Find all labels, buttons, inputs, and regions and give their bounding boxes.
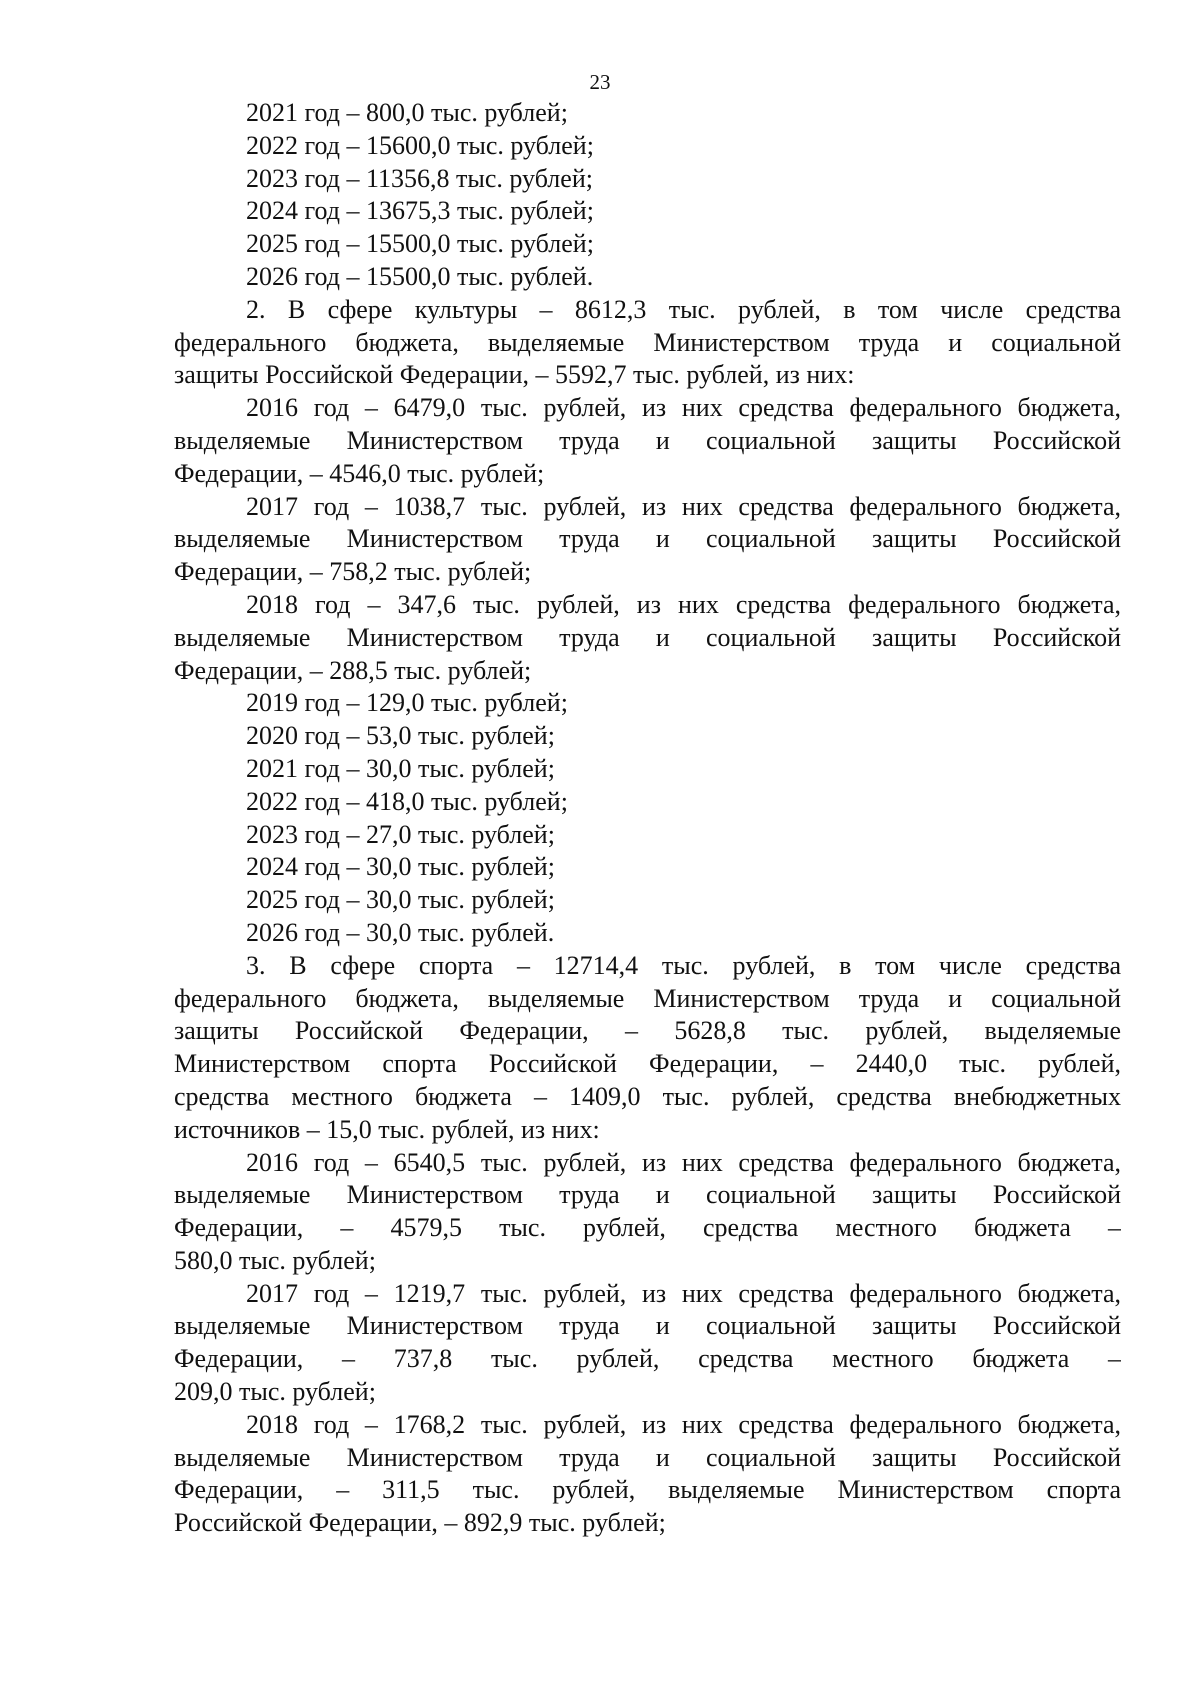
text-line: 2026 год – 15500,0 тыс. рублей.: [246, 261, 594, 291]
text-line: 580,0 тыс. рублей;: [174, 1245, 376, 1275]
text-line: 3. В сфере спорта – 12714,4 тыс. рублей, в том числе средства: [246, 950, 1121, 980]
text-line: 2023 год – 27,0 тыс. рублей;: [246, 819, 555, 849]
text-line: 2025 год – 15500,0 тыс. рублей;: [246, 229, 594, 259]
text-line: выделяемые Министерством труда и социальной защиты Российской: [174, 524, 1121, 554]
text-line: 2018 год – 1768,2 тыс. рублей, из них средства федерального бюджета,: [246, 1409, 1121, 1439]
text-line: выделяемые Министерством труда и социальной защиты Российской: [174, 1442, 1121, 1472]
text-line: 2017 год – 1219,7 тыс. рублей, из них средства федерального бюджета,: [246, 1278, 1121, 1308]
text-line: Федерации, – 758,2 тыс. рублей;: [174, 557, 532, 587]
text-line: Федерации, – 288,5 тыс. рублей;: [174, 655, 532, 685]
text-line: 2017 год – 1038,7 тыс. рублей, из них средства федерального бюджета,: [246, 491, 1121, 521]
text-line: 2020 год – 53,0 тыс. рублей;: [246, 721, 555, 751]
text-line: 2018 год – 347,6 тыс. рублей, из них средства федерального бюджета,: [246, 589, 1121, 619]
text-line: федерального бюджета, выделяемые Министерством труда и социальной: [174, 327, 1121, 357]
text-line: Федерации, – 4546,0 тыс. рублей;: [174, 458, 545, 488]
text-line: 2021 год – 800,0 тыс. рублей;: [246, 98, 568, 127]
text-line: 2023 год – 11356,8 тыс. рублей;: [246, 163, 593, 193]
text-line: Федерации, – 737,8 тыс. рублей, средства местного бюджета –: [174, 1344, 1121, 1374]
text-line: 2024 год – 30,0 тыс. рублей;: [246, 852, 555, 882]
text-line: Российской Федерации, – 892,9 тыс. рублей;: [174, 1508, 666, 1538]
text-line: 2022 год – 15600,0 тыс. рублей;: [246, 130, 594, 160]
text-line: выделяемые Министерством труда и социальной защиты Российской: [174, 1180, 1121, 1210]
text-line: 2022 год – 418,0 тыс. рублей;: [246, 786, 568, 816]
text-line: защиты Российской Федерации, – 5592,7 тыс. рублей, из них:: [174, 360, 855, 390]
text-line: 2024 год – 13675,3 тыс. рублей;: [246, 196, 594, 226]
text-line: выделяемые Министерством труда и социальной защиты Российской: [174, 622, 1121, 652]
text-line: 2019 год – 129,0 тыс. рублей;: [246, 688, 568, 718]
text-line: 2016 год – 6479,0 тыс. рублей, из них средства федерального бюджета,: [246, 393, 1121, 423]
text-line: 2016 год – 6540,5 тыс. рублей, из них средства федерального бюджета,: [246, 1147, 1121, 1177]
text-line: федерального бюджета, выделяемые Министерством труда и социальной: [174, 983, 1121, 1013]
text-line: Федерации, – 311,5 тыс. рублей, выделяемые Министерством спорта: [174, 1475, 1121, 1505]
text-line: Федерации, – 4579,5 тыс. рублей, средства местного бюджета –: [174, 1213, 1121, 1243]
text-line: средства местного бюджета – 1409,0 тыс. рублей, средства внебюджетных: [174, 1081, 1121, 1111]
text-line: 209,0 тыс. рублей;: [174, 1377, 376, 1407]
text-line: 2026 год – 30,0 тыс. рублей.: [246, 917, 555, 947]
text-line: защиты Российской Федерации, – 5628,8 тыс. рублей, выделяемые: [174, 1016, 1121, 1046]
text-line: выделяемые Министерством труда и социальной защиты Российской: [174, 425, 1121, 455]
text-line: 2025 год – 30,0 тыс. рублей;: [246, 885, 555, 915]
text-line: Министерством спорта Российской Федерации, – 2440,0 тыс. рублей,: [174, 1049, 1121, 1079]
text-line: 2021 год – 30,0 тыс. рублей;: [246, 753, 555, 783]
text-line: выделяемые Министерством труда и социальной защиты Российской: [174, 1311, 1121, 1341]
page-number: 23: [589, 70, 611, 94]
text-line: источников – 15,0 тыс. рублей, из них:: [174, 1114, 600, 1144]
document-body: [174, 97, 1121, 1540]
text-line: 2. В сфере культуры – 8612,3 тыс. рублей, в том числе средства: [246, 294, 1121, 324]
